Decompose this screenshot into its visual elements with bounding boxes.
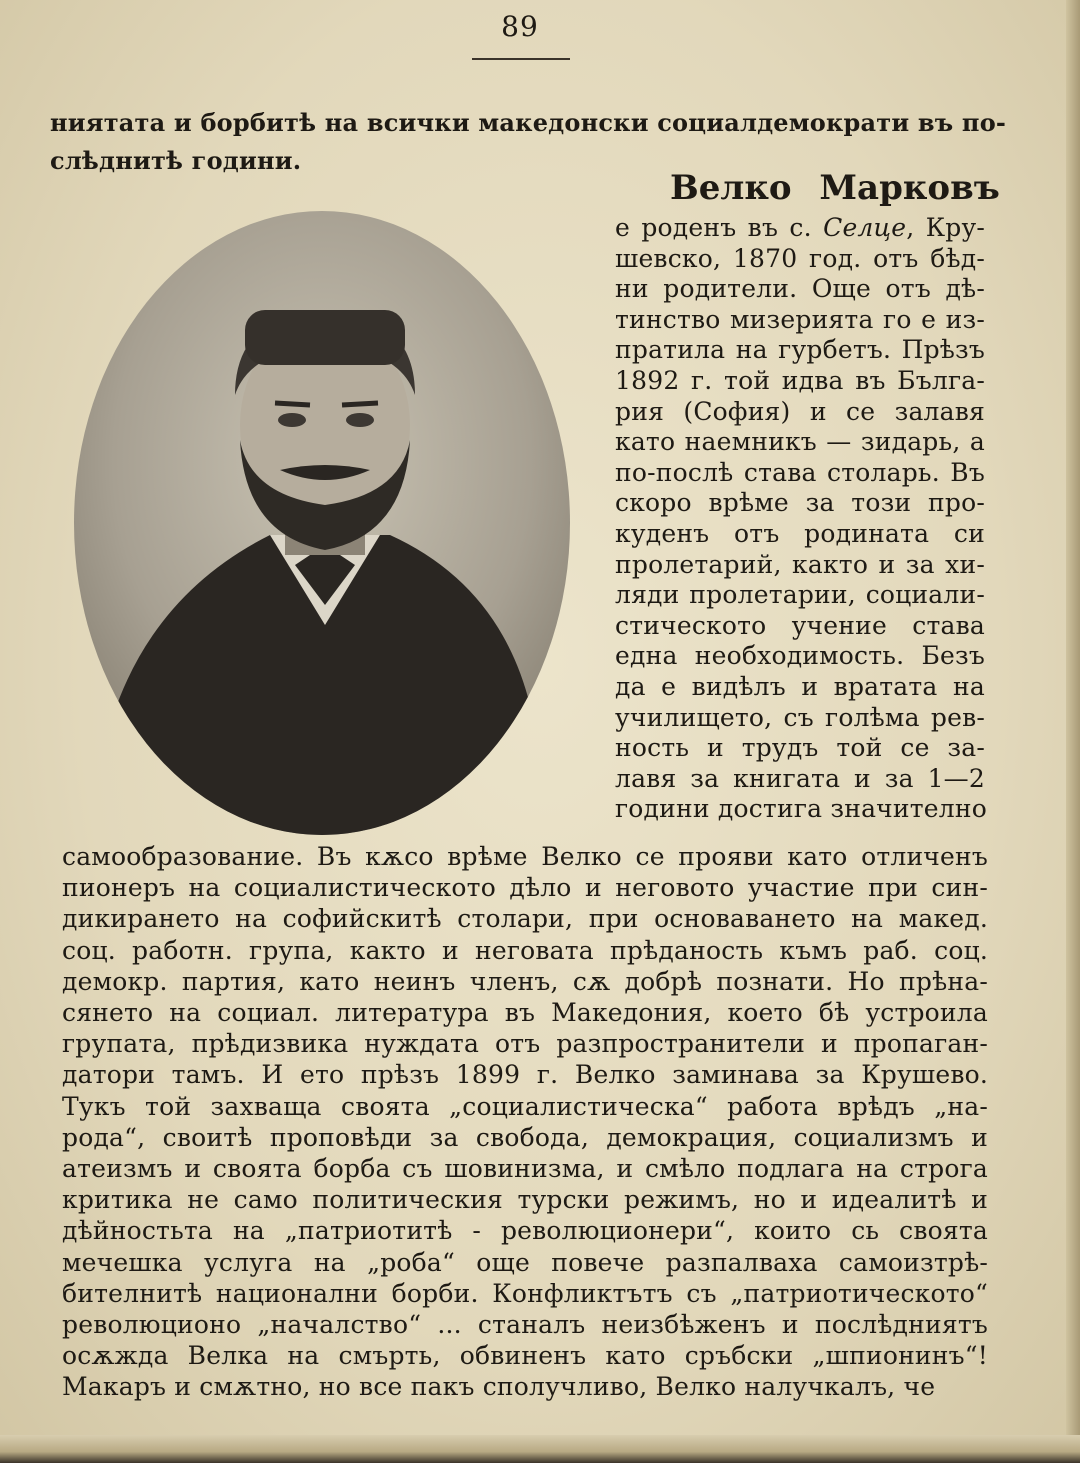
column-line: ность и трудъ той се за- — [615, 733, 985, 763]
column-line: 1892 г. той идва въ Бълга- — [615, 366, 985, 395]
body-line: демокр. партия, като неинъ членъ, сѫ добрѣ познати. Но прѣна- — [62, 966, 988, 996]
column-line: скоро врѣме за този про- — [615, 488, 985, 518]
body-line: датори тамъ. И ето прѣзъ 1899 г. Велко заминава за Крушево. — [62, 1060, 988, 1090]
header-rule — [472, 58, 570, 60]
column-line: пролетарий, както и за хи- — [615, 549, 985, 579]
page-edge — [1066, 0, 1080, 1463]
body-line: дѣйностьта на „патриотитѣ - революционери“, които сь своята — [62, 1216, 988, 1246]
column-line: е роденъ въ с. Селце, Кру- — [615, 213, 985, 242]
column-line: години достига значително — [615, 794, 987, 824]
column-line: рия (София) и се залавя — [615, 396, 985, 426]
body-line: групата, прѣдизвика нуждата отъ разпространители и пропаган- — [62, 1029, 988, 1059]
column-line: една необходимость. Безъ — [615, 641, 985, 671]
body-line: самообразование. Въ кѫсо врѣме Велко се прояви като отличенъ — [62, 842, 988, 871]
body-line: сянето на социал. литература въ Македония, което бѣ устроила — [62, 998, 988, 1027]
body-line: революционо „началство“ ... станалъ неизбѣженъ и послѣдниятъ — [62, 1310, 988, 1339]
column-line: по-послѣ става столарь. Въ — [615, 457, 985, 487]
column-line: ляди пролетарии, социали- — [615, 580, 985, 610]
column-line: тинство мизерията го е из- — [615, 304, 985, 334]
body-line: пионеръ на социалистическото дѣло и неговото участие при син- — [62, 873, 988, 903]
column-line: шевско, 1870 год. отъ бѣд- — [615, 243, 985, 273]
body-line: соц. работн. група, както и неговата прѣданость къмъ раб. соц. — [62, 935, 988, 965]
column-line: като наемникъ — зидарь, а — [615, 427, 985, 457]
column-line: ни родители. Още отъ дѣ- — [615, 274, 985, 304]
portrait-photo — [70, 205, 575, 840]
page-number: 89 — [501, 10, 539, 43]
body-line: бителнитѣ национални борби. Конфликтътъ съ „патриотическото“ — [62, 1278, 988, 1308]
intro-line: ниятата и борбитѣ на всички македонски социалдемократи въ по- — [50, 108, 1007, 137]
column-line: пратила на гурбетъ. Прѣзъ — [615, 335, 985, 365]
body-line: рода“, своитѣ проповѣди за свобода, демокрация, социализмъ и — [62, 1122, 988, 1152]
body-line: дикирането на софийскитѣ столари, при основаването на макед. — [62, 904, 988, 934]
column-line: училището, съ голѣма рев- — [615, 702, 985, 732]
body-line: мечешка услуга на „роба“ още повече разпалваха самоизтрѣ- — [62, 1247, 988, 1277]
body-line: Макаръ и смѫтно, но все пакъ сполучливо, Велко налучкалъ, че — [62, 1372, 936, 1402]
column-line: да е видѣлъ и вратата на — [615, 672, 985, 701]
body-line: Тукъ той захваща своята „социалистическа“ работа врѣдъ „на- — [62, 1091, 988, 1121]
column-line: лавя за книгата и за 1—2 — [615, 763, 985, 793]
article-heading: Велко Марковъ — [670, 168, 1000, 208]
page-bottom-edge — [0, 1435, 1080, 1463]
body-line: атеизмъ и своята борба съ шовинизма, и смѣло подлага на строга — [62, 1154, 988, 1183]
body-line: критика не само политическия турски режимъ, но и идеалитѣ и — [62, 1185, 988, 1215]
column-line: куденъ отъ родината си — [615, 519, 985, 548]
column-line: стическото учение става — [615, 610, 985, 640]
body-line: осѫжда Велка на смърть, обвиненъ като сръбски „шпионинъ“! — [62, 1341, 988, 1371]
intro-line: слѣднитѣ години. — [50, 146, 302, 175]
